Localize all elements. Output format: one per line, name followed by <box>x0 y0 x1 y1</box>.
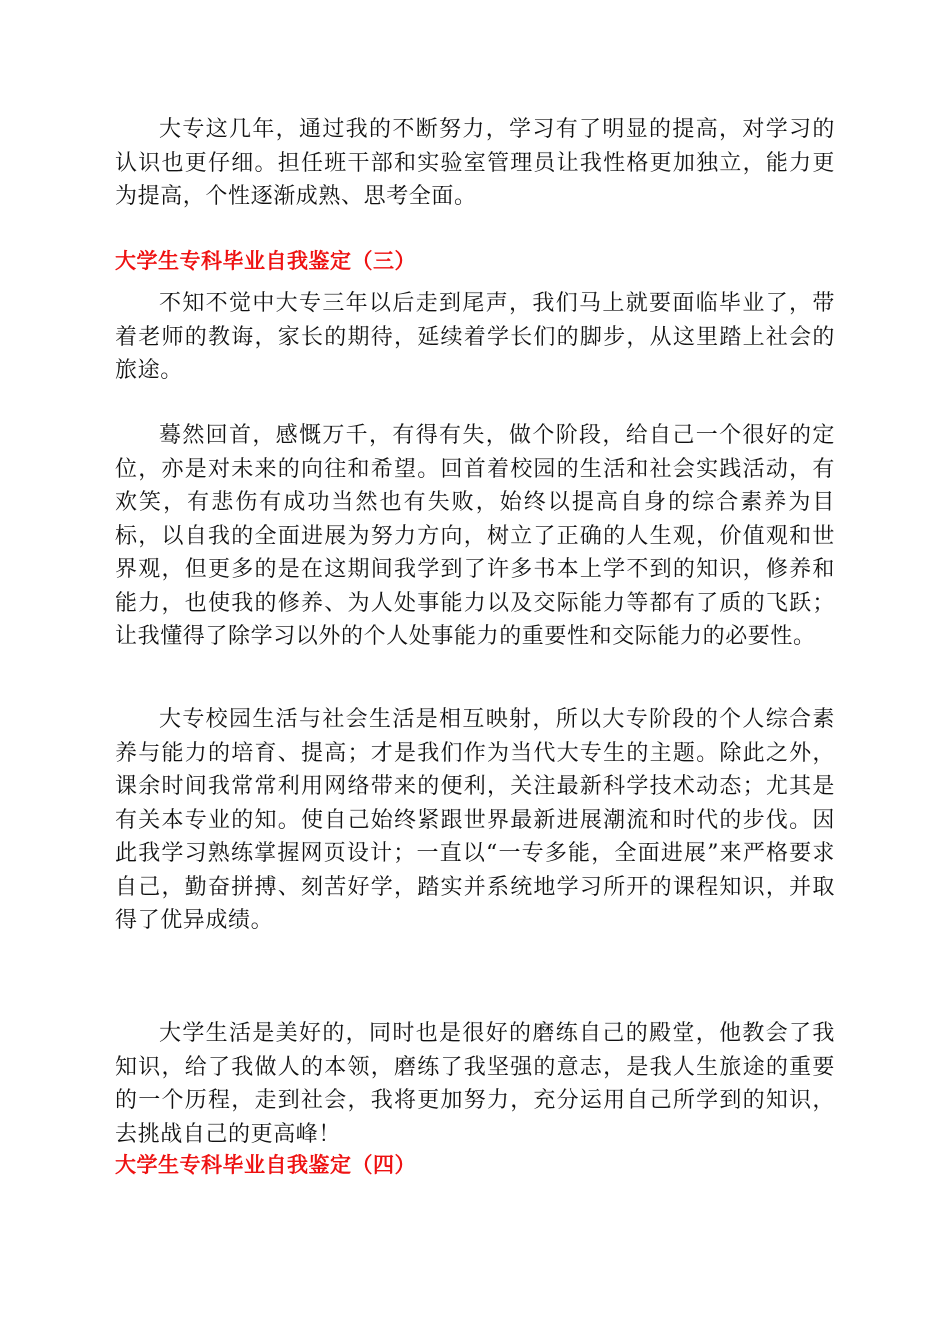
body-paragraph: 不知不觉中大专三年以后走到尾声，我们马上就要面临毕业了，带着老师的教诲，家长的期待，延续着学长们的脚步，从这里踏上社会的旅途。 <box>115 291 835 383</box>
paragraph-block-4 <box>115 703 835 938</box>
paragraph-block-5 <box>115 1017 835 1151</box>
paragraph-block-2 <box>115 287 835 388</box>
body-paragraph: 大专校园生活与社会生活是相互映射，所以大专阶段的个人综合素养与能力的培育、提高；才是我们作为当代大专生的主题。除此之外，课余时间我常常利用网络带来的便利，关注最新科学技术动态；尤其是有关本专业的知。使自己始终紧跟世界最新进展潮流和时代的步伐。因此我学习熟练掌握网页设计；一直以“一专多能，全面进展”来严格要求自己，勤奋拼搏、刻苦好学，踏实并系统地学习所开的课程知识，并取得了优异成绩。 <box>115 707 835 933</box>
body-paragraph: 蓦然回首，感慨万千，有得有失，做个阶段，给自己一个很好的定位，亦是对未来的向往和希望。回首着校园的生活和社会实践活动，有欢笑，有悲伤有成功当然也有失败，始终以提高自身的综合素养为目标，以自我的全面进展为努力方向，树立了正确的人生观，价值观和世界观，但更多的是在这期间我学到了许多书本上学不到的知识，修养和能力，也使我的修养、为人处事能力以及交际能力等都有了质的飞跃；让我懂得了除学习以外的个人处事能力的重要性和交际能力的必要性。 <box>115 423 835 649</box>
section-heading: 大学生专科毕业自我鉴定（四） <box>115 1153 416 1177</box>
body-paragraph: 大学生活是美好的，同时也是很好的磨练自己的殿堂，他教会了我知识，给了我做人的本领，磨练了我坚强的意志，是我人生旅途的重要的一个历程，走到社会，我将更加努力，充分运用自己所学到的知识，去挑战自己的更高峰！ <box>115 1021 835 1147</box>
section-heading-4-block <box>115 1150 835 1180</box>
paragraph-block-3 <box>115 419 835 654</box>
section-heading-3-block <box>115 246 835 276</box>
body-paragraph: 大专这几年，通过我的不断努力，学习有了明显的提高，对学习的认识也更仔细。担任班干部和实验室管理员让我性格更加独立，能力更为提高，个性逐渐成熟、思考全面。 <box>115 117 835 209</box>
section-heading: 大学生专科毕业自我鉴定（三） <box>115 249 416 273</box>
paragraph-block-1 <box>115 113 835 214</box>
